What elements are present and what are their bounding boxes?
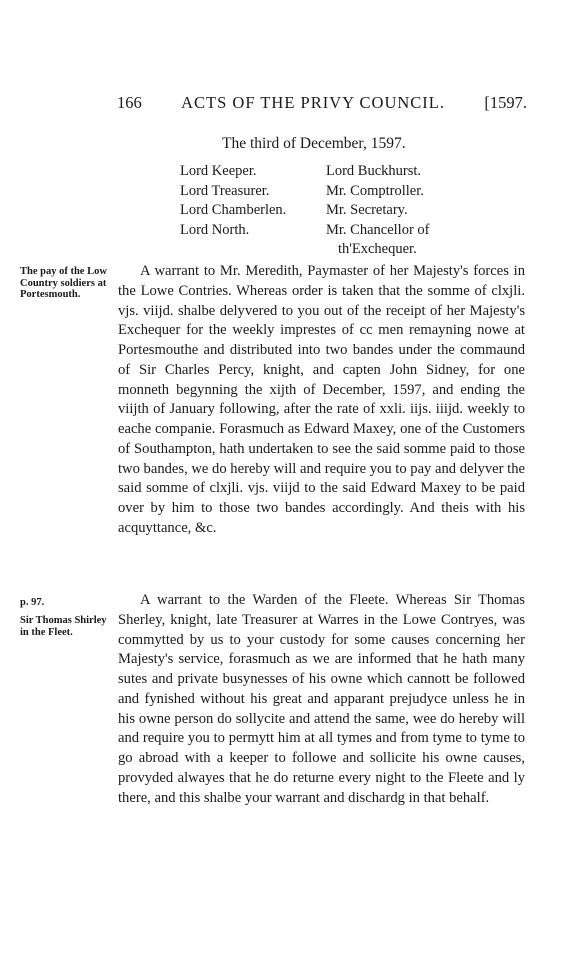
page-header xyxy=(117,93,527,113)
attendee-row xyxy=(180,240,500,260)
attendee-list xyxy=(180,162,500,260)
page-reference: p. 97. xyxy=(20,597,45,608)
running-year: [1597. xyxy=(484,93,527,112)
attendee-row xyxy=(180,182,500,202)
entry-warrant-meredith xyxy=(118,262,525,539)
running-title: ACTS OF THE PRIVY COUNCIL. xyxy=(181,93,446,112)
margin-note-shirley: Sir Thomas Shirley in the Fleet. xyxy=(20,615,107,638)
attendee-right: Lord Buckhurst. xyxy=(326,163,422,179)
page-number: 166 xyxy=(117,93,142,112)
attendee-row xyxy=(180,221,500,241)
attendee-left: Lord Keeper. xyxy=(180,163,257,179)
margin-note-pay: The pay of the Low Country soldiers at Portesmouth. xyxy=(20,266,107,300)
attendee-row xyxy=(180,201,500,221)
entry-warrant-fleete xyxy=(118,591,525,808)
attendee-left: Lord Treasurer. xyxy=(180,182,270,199)
attendee-right: Mr. Comptroller. xyxy=(326,182,424,199)
attendee-left xyxy=(180,240,326,260)
attendee-right: Mr. Secretary. xyxy=(326,202,408,219)
attendee-left: Lord Chamberlen. xyxy=(180,202,287,219)
attendee-left: Lord North. xyxy=(180,221,250,238)
attendee-right: th'Exchequer. xyxy=(338,241,417,258)
attendee-right: Mr. Chancellor of xyxy=(326,221,430,238)
entry-paragraph: A warrant to the Warden of the Fleete. Whereas Sir Thomas Sherley, knight, late Treasurer at Warres in the Lowe Contryes, was commytted by us to your custody for some causes concerning her Majesty's service, forasmuch as we are informed that he hath many sutes and private busynesses of his owne which cannott be followed and fynished without his great and apparant prejudyce unless he in his owne person do sollycite and attend the same, wee do hereby will and require you to permytt him at all tymes and from tyme to tyme to go abroad with a keeper to followe and sollicite his owne causes, provyded alwayes that he do returne every night to the Fleete and ly there, and this shalbe your warrant and dischardg in that behalf. xyxy=(118,592,525,806)
attendee-row xyxy=(180,162,500,182)
entry-paragraph: A warrant to Mr. Meredith, Paymaster of her Majesty's forces in the Lowe Contries. Whereas order is taken that the somme of clxjli. vjs. viijd. shalbe delyvered to you out of the receipt of her Majesty's Exchequer for the weekly imprestes of cc men remayning nowe at Portesmouthe and distributed into two bandes under the commaund of Sir Charles Percy, knight, and capten John Sidney, for one monneth begynning the xijth of December, 1597, and ending the viijth of January following, after the rate of xxli. iijs. iiijd. weekly to eache companie. Forasmuch as Edward Maxey, one of the Customers of Southampton, hath undertaken to see the said somme paid to those two bandes, we do hereby will and require you to pay and delyver the said somme of clxjli. vjs. viijd to the said Edward Maxey to be paid over by him to those two bandes accordingly. And theis with his acquyttance, &c. xyxy=(118,263,525,536)
meeting-date: The third of December, 1597. xyxy=(222,135,406,152)
